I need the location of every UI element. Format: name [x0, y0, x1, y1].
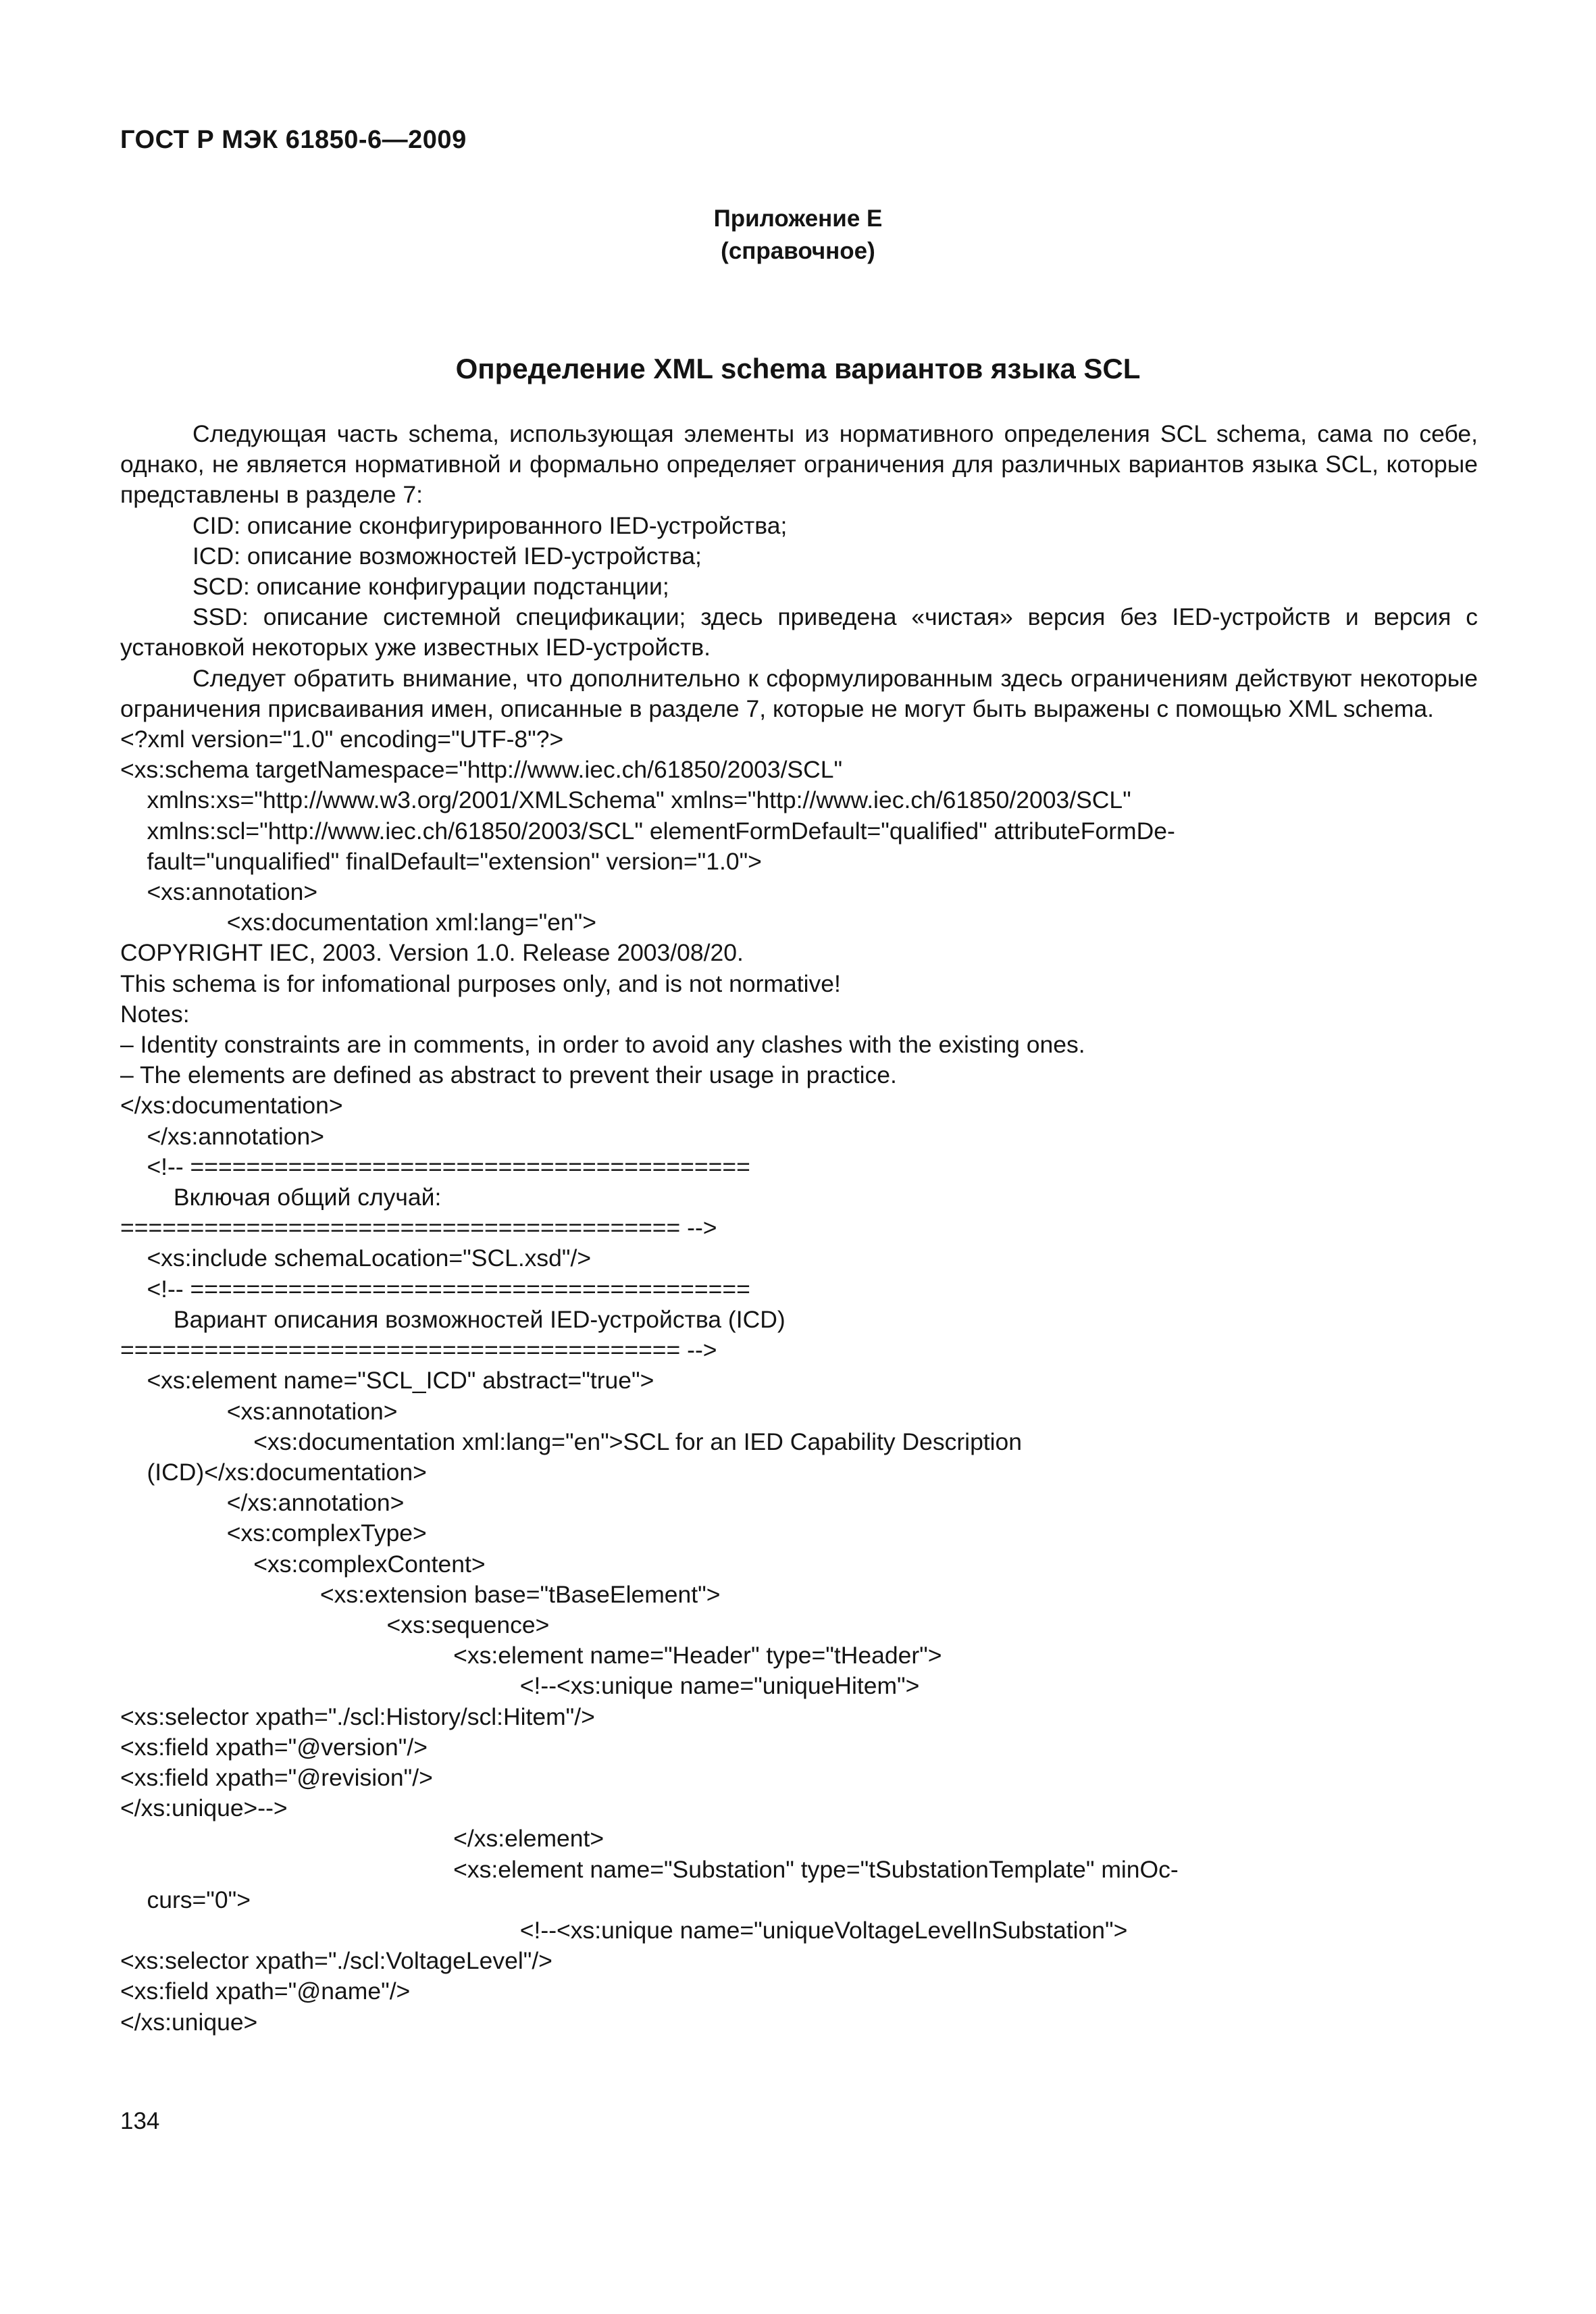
- annex-body: [120, 419, 1478, 2038]
- code-line: <!-- ========================================: [120, 1153, 750, 1180]
- code-line: Включая общий случай:: [120, 1184, 442, 1211]
- code-line: xmlns:xs="http://www.w3.org/2001/XMLSchema" xmlns="http://www.iec.ch/61850/2003/SCL": [120, 786, 1131, 814]
- code-line: <xs:annotation>: [120, 878, 318, 906]
- code-line: <xs:field xpath="@name"/>: [120, 1978, 411, 2005]
- code-line: <xs:field xpath="@revision"/>: [120, 1763, 433, 1791]
- annex-heading: [0, 203, 1596, 268]
- code-line: <xs:complexType>: [120, 1519, 427, 1547]
- variant-scd: SCD: описание конфигурации подстанции;: [192, 573, 669, 601]
- code-line: <xs:element name="Header" type="tHeader">: [120, 1642, 942, 1669]
- code-line: COPYRIGHT IEC, 2003. Version 1.0. Release 2003/08/20.: [120, 939, 744, 967]
- code-line: <xs:element name="Substation" type="tSubstationTemplate" minOc-: [120, 1855, 1179, 1883]
- code-line: <xs:extension base="tBaseElement">: [120, 1580, 721, 1608]
- code-line: fault="unqualified" finalDefault="extension" version="1.0">: [120, 847, 762, 875]
- code-line: xmlns:scl="http://www.iec.ch/61850/2003/SCL" elementFormDefault="qualified" attributeFormDe-: [120, 817, 1175, 845]
- code-line: </xs:unique>: [120, 2008, 258, 2036]
- annex-label: Приложение Е: [713, 205, 883, 232]
- code-line: curs="0">: [120, 1886, 251, 1913]
- code-line: Notes:: [120, 1000, 190, 1028]
- code-line: <xs:sequence>: [120, 1611, 550, 1638]
- code-line: Вариант описания возможностей IED-устройства (ICD): [120, 1305, 786, 1333]
- page-number: 134: [120, 2108, 160, 2134]
- code-line: <!-- ========================================: [120, 1275, 750, 1303]
- code-line: <!--<xs:unique name="uniqueVoltageLevelInSubstation">: [120, 1916, 1128, 1944]
- code-line: This schema is for infomational purposes only, and is not normative!: [120, 970, 841, 997]
- xml-schema-listing: [120, 724, 1478, 2038]
- intro-paragraph: Следующая часть schema, использующая элементы из нормативного определения SCL schema, сама по себе, однако, не является нормативной и формально определяет ограничения для различных вариантов языка SCL, которые представлены в разделе 7:: [120, 420, 1478, 509]
- variant-icd: ICD: описание возможностей IED-устройства;: [192, 542, 702, 570]
- code-line: <xs:field xpath="@version"/>: [120, 1733, 428, 1761]
- code-line: <xs:documentation xml:lang="en">: [120, 909, 596, 936]
- code-line: </xs:documentation>: [120, 1092, 343, 1120]
- code-line: </xs:annotation>: [120, 1489, 405, 1517]
- variant-cid: CID: описание сконфигурированного IED-устройства;: [192, 511, 788, 539]
- code-line: <xs:include schemaLocation="SCL.xsd"/>: [120, 1244, 592, 1272]
- code-line: – The elements are defined as abstract to prevent their usage in practice.: [120, 1061, 897, 1089]
- code-line: <xs:element name="SCL_ICD" abstract="true">: [120, 1367, 654, 1394]
- code-line: <xs:selector xpath="./scl:History/scl:Hitem"/>: [120, 1703, 595, 1730]
- code-line: <!--<xs:unique name="uniqueHitem">: [120, 1672, 920, 1700]
- code-line: <?xml version="1.0" encoding="UTF-8"?>: [120, 726, 564, 753]
- code-line: ======================================== -->: [120, 1214, 717, 1242]
- code-line: <xs:documentation xml:lang="en">SCL for an IED Capability Description: [120, 1428, 1023, 1455]
- code-line: <xs:selector xpath="./scl:VoltageLevel"/>: [120, 1947, 552, 1975]
- annex-title: Определение XML schema вариантов языка SCL: [455, 353, 1141, 384]
- code-line: – Identity constraints are in comments, in order to avoid any clashes with the existing ones.: [120, 1031, 1085, 1059]
- document-header: ГОСТ Р МЭК 61850-6—2009: [120, 126, 467, 154]
- note-paragraph: Следует обратить внимание, что дополнительно к сформулированным здесь ограничениям действуют некоторые ограничения присваивания имен, описанные в разделе 7, которые не могут быть выражены с помощью XML schema.: [120, 664, 1478, 722]
- code-line: </xs:annotation>: [120, 1122, 324, 1150]
- code-line: </xs:element>: [120, 1825, 604, 1853]
- annex-status: (справочное): [721, 238, 875, 264]
- variant-ssd: SSD: описание системной спецификации; здесь приведена «чистая» версия без IED-устройств и версия с установкой некоторых уже известных IED-устройств.: [120, 603, 1478, 661]
- code-line: <xs:annotation>: [120, 1397, 398, 1425]
- code-line: </xs:unique>-->: [120, 1794, 288, 1822]
- code-line: <xs:complexContent>: [120, 1550, 486, 1578]
- code-line: ======================================== -->: [120, 1336, 717, 1364]
- code-line: <xs:schema targetNamespace="http://www.iec.ch/61850/2003/SCL": [120, 756, 843, 784]
- code-line: (ICD)</xs:documentation>: [120, 1458, 427, 1486]
